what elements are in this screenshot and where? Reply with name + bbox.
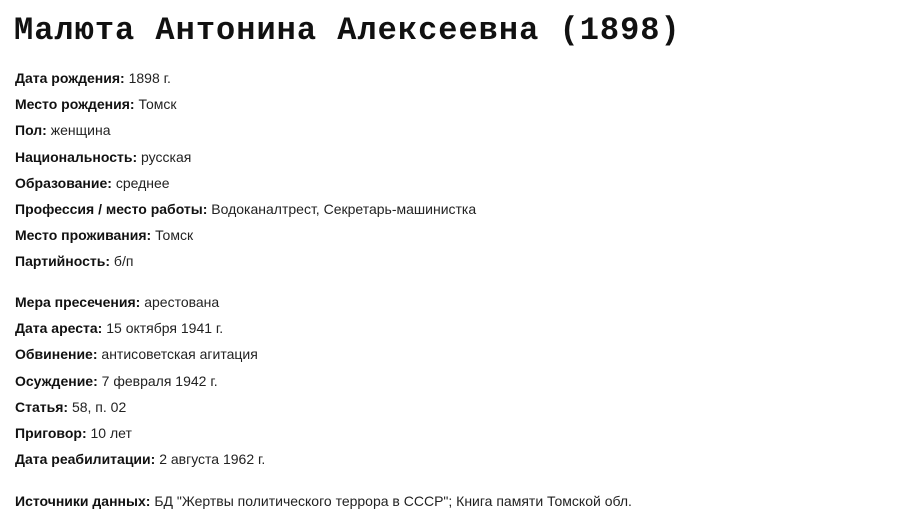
field-value: среднее — [115, 174, 170, 191]
field-label: Место рождения — [15, 96, 130, 113]
label-colon: : — [129, 96, 135, 113]
field-label: Профессия / место работы — [15, 200, 203, 217]
field-label: Партийность — [15, 253, 106, 270]
info-row-education — [15, 173, 476, 199]
info-row-residence — [15, 225, 476, 251]
info-row-restraint — [15, 292, 265, 318]
field-value: русская — [141, 148, 192, 165]
personal-info-section — [15, 68, 476, 278]
field-value: б/п — [113, 253, 134, 270]
field-value: женщина — [50, 122, 111, 139]
field-label: Место проживания — [15, 227, 147, 244]
label-colon: : — [81, 424, 87, 441]
field-label: Осуждение — [15, 372, 94, 389]
sources-section — [15, 491, 632, 517]
label-colon: : — [107, 174, 112, 191]
info-row-rehabilitation — [15, 449, 265, 475]
field-label: Дата ареста — [15, 320, 98, 337]
field-label: Приговор — [15, 424, 82, 441]
field-value: 15 октября 1941 г. — [106, 320, 224, 337]
label-colon: : — [202, 200, 208, 217]
field-value: арестована — [144, 294, 220, 310]
field-value: 1898 г. — [128, 70, 171, 86]
label-colon: : — [120, 70, 125, 86]
label-colon: : — [105, 253, 111, 270]
info-row-gender — [15, 120, 476, 146]
field-label: Обвинение — [15, 346, 93, 363]
field-label: Мера пресечения — [15, 294, 136, 310]
label-colon: : — [97, 320, 103, 337]
info-row-sentence — [15, 423, 265, 449]
field-label: Статья — [15, 398, 64, 415]
label-colon: : — [132, 148, 138, 165]
field-value: Томск — [138, 96, 177, 113]
person-title: Малюта Антонина Алексеевна (1898) — [14, 12, 681, 49]
info-row-profession — [15, 199, 476, 225]
field-value: 10 лет — [90, 424, 132, 441]
field-label: Национальность — [15, 148, 133, 165]
label-colon: : — [42, 122, 47, 139]
info-row-sources — [15, 491, 632, 517]
field-value: БД "Жертвы политического террора в СССР"; Книга памяти Томской обл. — [154, 493, 632, 509]
field-value: антисоветская агитация — [101, 346, 258, 363]
info-row-nationality — [15, 147, 476, 173]
info-row-conviction — [15, 371, 265, 397]
info-row-birth-place — [15, 94, 476, 120]
field-label: Дата рождения — [15, 70, 121, 86]
label-colon: : — [145, 493, 151, 509]
info-row-charge — [15, 344, 265, 370]
label-colon: : — [150, 451, 156, 468]
field-label: Образование — [15, 174, 108, 191]
info-row-party — [15, 251, 476, 277]
label-colon: : — [93, 372, 98, 389]
info-row-birth-date — [15, 68, 476, 94]
field-value: Водоканалтрест, Секретарь-машинистка — [211, 200, 477, 217]
label-colon: : — [146, 227, 152, 244]
field-value: 2 августа 1962 г. — [159, 451, 266, 468]
field-value: Томск — [155, 227, 194, 244]
field-label: Источники данных — [15, 493, 146, 509]
case-info-section — [15, 292, 265, 475]
field-label: Пол — [15, 122, 43, 139]
info-row-arrest-date — [15, 318, 265, 344]
field-value: 7 февраля 1942 г. — [101, 372, 218, 389]
label-colon: : — [92, 346, 98, 363]
field-label: Дата реабилитации — [15, 451, 151, 468]
label-colon: : — [63, 398, 69, 415]
field-value: 58, п. 02 — [71, 398, 127, 415]
info-row-article — [15, 397, 265, 423]
label-colon: : — [135, 294, 141, 310]
